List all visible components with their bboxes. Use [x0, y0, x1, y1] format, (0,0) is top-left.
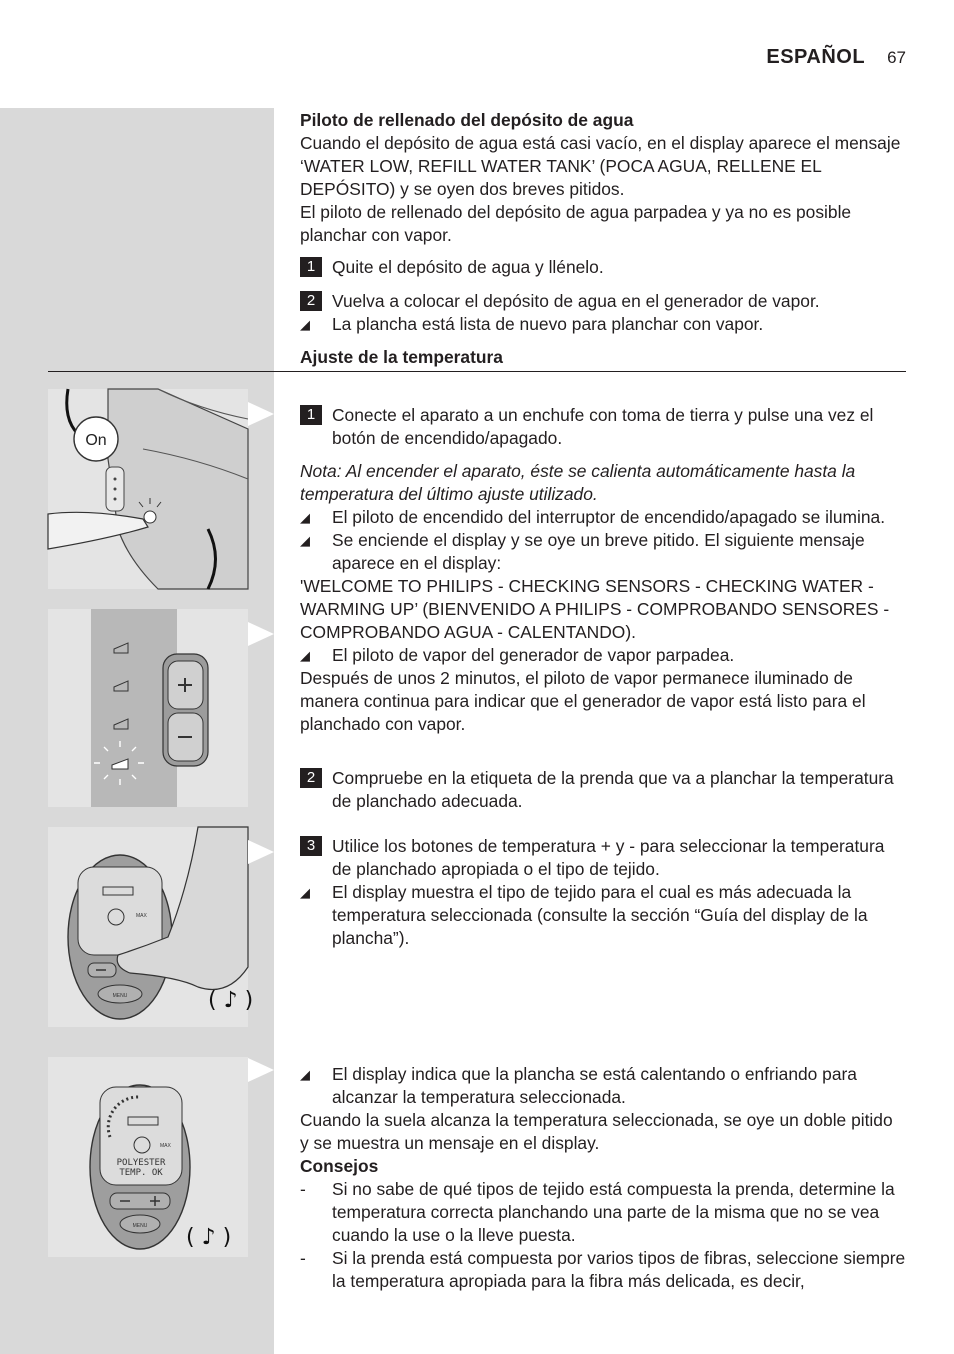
polyester-display-illustration — [48, 1057, 248, 1257]
language-label: ESPAÑOL — [766, 46, 866, 68]
temperature-steps — [300, 404, 906, 736]
step-text: Quite el depósito de agua y llénelo. — [332, 257, 604, 277]
paragraph: Cuando el depósito de agua está casi vacío, en el display aparece el mensaje ‘WATER LOW, REFILL WATER TANK’ (POCA AGUA, RELLENE EL DEPÓSITO) y se oyen dos breves pitidos. — [300, 133, 901, 199]
step-number: 2 — [300, 768, 322, 788]
max-label: MAX — [160, 1143, 171, 1149]
bullet-text: El piloto de encendido del interruptor de encendido/apagado se ilumina. — [332, 507, 886, 527]
temp-buttons-illustration — [48, 609, 248, 807]
bullet-text: El piloto de vapor del generador de vapor parpadea. — [332, 645, 735, 665]
section-heading: Piloto de rellenado del depósito de agua — [300, 110, 634, 130]
divider — [48, 371, 906, 372]
bullet-icon: ◢ — [300, 510, 310, 525]
bullet-icon: ◢ — [300, 648, 310, 663]
note: Nota: Al encender el aparato, éste se calienta automáticamente hasta la temperatura del último ajuste utilizado. — [300, 461, 856, 504]
on-label: On — [85, 432, 107, 449]
bullet-text: El display indica que la plancha se está calentando o enfriando para alcanzar la temperatura seleccionada. — [332, 1064, 857, 1107]
bullet-text: Se enciende el display y se oye un breve pitido. El siguiente mensaje aparece en el display: — [332, 530, 865, 573]
bullet-icon: ◢ — [300, 1067, 310, 1082]
tip-text: Si no sabe de qué tipos de tejido está compuesta la prenda, determine la temperatura correcta planchando una parte de la misma que no se vea cuando la use o la lleve puesta. — [332, 1179, 895, 1245]
dash-marker: - — [300, 1179, 306, 1199]
paragraph: Después de unos 2 minutos, el piloto de vapor permanece iluminado de manera continua para indicar que el generador de vapor está listo para el planchado con vapor. — [300, 668, 866, 734]
figure-iron-display-finger — [48, 827, 254, 1027]
step-number: 1 — [300, 257, 322, 277]
step — [300, 290, 906, 336]
step — [300, 256, 906, 279]
figure-iron-display-polyester — [48, 1057, 248, 1257]
step-text: Vuelva a colocar el depósito de agua en el generador de vapor. — [332, 291, 820, 311]
pointer-arrow — [248, 1058, 274, 1082]
dash-marker: - — [300, 1248, 306, 1268]
page-number: 67 — [887, 48, 906, 67]
bullet-text: La plancha está lista de nuevo para planchar con vapor. — [332, 314, 764, 334]
bullet-icon: ◢ — [300, 317, 310, 332]
figure-power-button — [48, 389, 248, 589]
step — [300, 835, 906, 950]
paragraph: Cuando la suela alcanza la temperatura seleccionada, se oye un doble pitido y se muestra un mensaje en el display. — [300, 1110, 893, 1153]
display-message: 'WELCOME TO PHILIPS - CHECKING SENSORS - CHECKING WATER - WARMING UP’ (BIENVENIDO A PHILIPS - COMPROBANDO SENSORES - COMPROBANDO AGUA - CALENTANDO). — [300, 576, 890, 642]
section-water-refill — [300, 109, 906, 247]
pointer-arrow — [248, 402, 274, 426]
section-temperature — [300, 346, 906, 369]
page-header — [766, 46, 906, 69]
max-label: MAX — [136, 913, 147, 919]
sound-icon: ( ♪ ) — [186, 1225, 232, 1250]
step-text: Conecte el aparato a un enchufe con toma de tierra y pulse una vez el botón de encendido/apagado. — [332, 405, 874, 448]
step — [300, 767, 906, 813]
bullet-icon: ◢ — [300, 885, 310, 900]
step-number: 3 — [300, 836, 322, 856]
step-text: Compruebe en la etiqueta de la prenda que va a planchar la temperatura de planchado adecuada. — [332, 768, 894, 811]
polyester-label: POLYESTER — [116, 1158, 166, 1168]
paragraph: El piloto de rellenado del depósito de agua parpadea y ya no es posible planchar con vapor. — [300, 202, 852, 245]
step-number: 2 — [300, 291, 322, 311]
sound-icon: ( ♪ ) — [208, 988, 254, 1013]
menu-label: MENU — [132, 1223, 148, 1229]
iron-display-illustration — [48, 827, 254, 1027]
temp-ok-label: TEMP. OK — [119, 1168, 163, 1178]
menu-label: MENU — [112, 993, 128, 999]
section-heading: Ajuste de la temperatura — [300, 347, 503, 367]
figure-temp-buttons — [48, 609, 248, 807]
step-number: 1 — [300, 405, 322, 425]
step-text: Utilice los botones de temperatura + y - para seleccionar la temperatura de planchado apropiada o el tipo de tejido. — [332, 836, 885, 879]
tips-heading: Consejos — [300, 1156, 379, 1176]
heating-status — [300, 1063, 906, 1293]
pointer-arrow — [248, 840, 274, 864]
bullet-text: El display muestra el tipo de tejido para el cual es más adecuada la temperatura seleccionada (consulte la sección “Guía del display de la plancha”). — [332, 882, 868, 948]
pointer-arrow — [248, 622, 274, 646]
tip-text: Si la prenda está compuesta por varios tipos de fibras, seleccione siempre la temperatura apropiada para la fibra más delicada, es decir, — [332, 1248, 906, 1291]
bullet-icon: ◢ — [300, 533, 310, 548]
power-button-illustration — [48, 389, 248, 589]
